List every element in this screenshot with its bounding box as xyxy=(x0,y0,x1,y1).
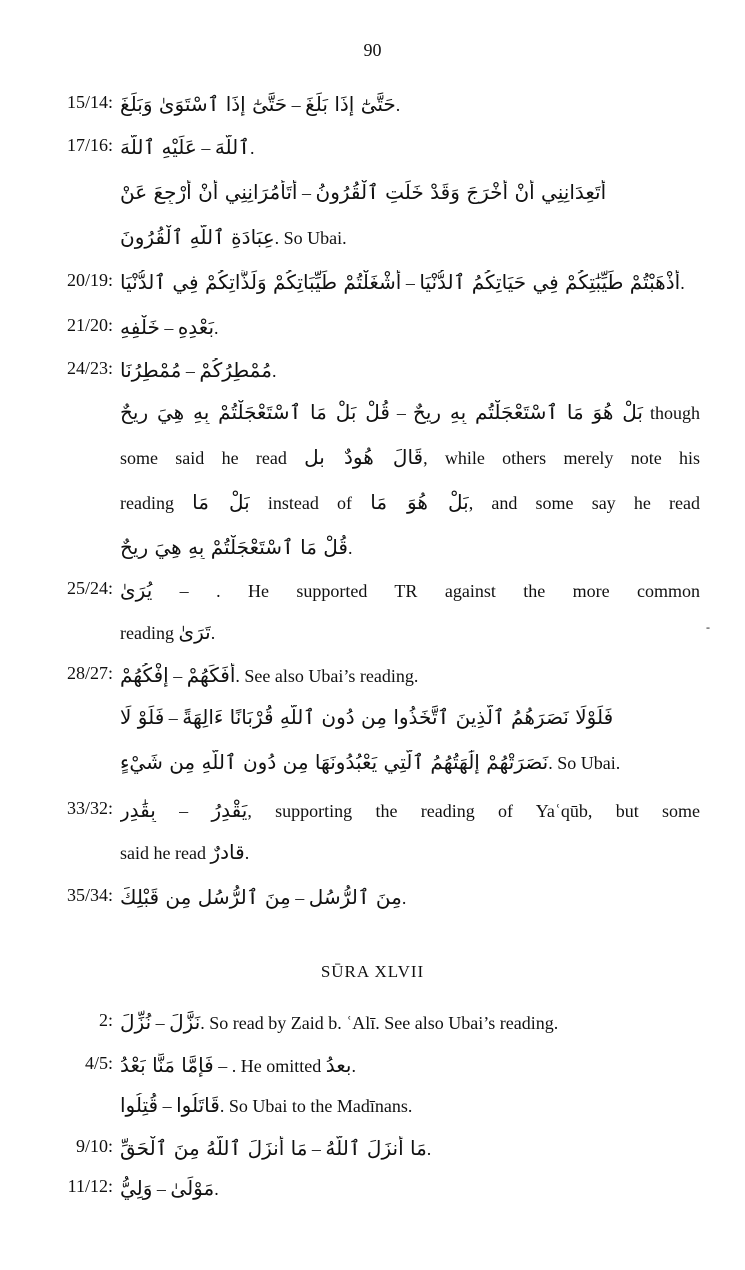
arabic-reading: مَوْلَىٰ xyxy=(170,1176,215,1200)
entry-line xyxy=(0,840,745,880)
entry-content xyxy=(120,358,700,382)
verse-reference: 24/23 : xyxy=(67,358,113,379)
arabic-reading: مَا أَنزَلَ ٱللَّهُ xyxy=(325,1136,427,1160)
entry-content xyxy=(120,1053,700,1077)
english-text: . xyxy=(244,843,250,863)
entry-content xyxy=(120,180,700,204)
entry-content xyxy=(120,315,700,339)
english-text: . xyxy=(214,318,219,338)
english-text: . So Ubai. xyxy=(274,228,347,248)
arabic-reading: حَتَّىٰٓ إِذَا ٱسْتَوَىٰ وَبَلَغَ xyxy=(120,92,288,116)
english-text: – xyxy=(297,183,316,203)
entry-content xyxy=(120,620,700,644)
arabic-reading: قَاتَلُوا xyxy=(176,1093,220,1117)
arabic-reading: أَذْهَبْتُمْ طَيِّبَٰتِكُمْ فِي حَيَاتِكُمُ ٱلدُّنْيَا xyxy=(419,270,681,294)
arabic-reading: بَلْ هُوَ مَا ٱسْتَعْجَلْتُم بِهِ رِيحٌ xyxy=(412,400,643,424)
arabic-reading: مُمْطِرُكُمْ xyxy=(199,358,272,382)
english-text: – xyxy=(152,1179,171,1199)
english-text: . So read by Zaid b. ʿAlī. See also Ubai’s reading. xyxy=(200,1013,559,1033)
entry-line xyxy=(0,1093,745,1133)
page-number: 90 xyxy=(363,40,382,60)
entry-line xyxy=(0,180,745,220)
entry-line xyxy=(0,663,745,703)
english-text: . xyxy=(214,1179,219,1199)
entry-line xyxy=(0,92,745,132)
entry-content xyxy=(120,535,700,559)
verse-reference: 2 : xyxy=(99,1010,113,1031)
entry-line xyxy=(0,270,745,310)
arabic-reading: بِقَٰدِرٍ xyxy=(120,798,156,822)
arabic-reading: بعدُ xyxy=(325,1053,352,1077)
english-text: . xyxy=(347,538,353,558)
english-text: – xyxy=(401,273,420,293)
entry-content xyxy=(120,663,700,687)
entry-line xyxy=(0,1136,745,1176)
arabic-reading: أَفَكَهُمْ xyxy=(186,663,236,687)
arabic-reading: نُزِّلَ xyxy=(120,1010,152,1034)
english-text: . xyxy=(680,273,685,293)
entry-content xyxy=(120,135,700,159)
entry-content xyxy=(120,490,700,514)
arabic-reading: تَرَىٰ xyxy=(178,620,211,644)
entry-line xyxy=(0,578,745,618)
entry-line xyxy=(0,885,745,925)
english-text: said he read xyxy=(120,843,211,863)
entry-line xyxy=(0,750,745,790)
margin-mark: - xyxy=(706,620,710,634)
arabic-reading: وَلِيُّ xyxy=(120,1176,153,1200)
english-text: . xyxy=(210,623,216,643)
entry-content xyxy=(120,750,700,774)
english-text: instead of xyxy=(249,493,371,513)
entry-line xyxy=(0,490,745,530)
english-text: – xyxy=(155,801,212,821)
english-text: . xyxy=(351,1056,356,1076)
arabic-reading: أَتَأْمُرَانِنِي أَنْ أَرْجِعَ عَنْ xyxy=(120,180,298,204)
verse-reference: 35/34 : xyxy=(67,885,113,906)
entry-line xyxy=(0,400,745,440)
entry-line xyxy=(0,358,745,398)
arabic-reading: مُمْطِرُنَا xyxy=(120,358,182,382)
verse-reference: 20/19 : xyxy=(67,270,113,291)
arabic-reading: عَلَيْهِ ٱللَّهَ xyxy=(120,135,197,159)
arabic-reading: قُتِلُوا xyxy=(120,1093,159,1117)
english-text: – xyxy=(287,95,306,115)
arabic-reading: حَتَّىٰٓ إِذَا بَلَغَ xyxy=(305,92,396,116)
english-text: , supporting the reading of Yaʿqūb, but some xyxy=(247,801,700,821)
arabic-reading: قُلْ بَلْ مَا ٱسْتَعْجَلْتُمْ بِهِ هِيَ رِيحٌ xyxy=(120,400,390,424)
entry-content xyxy=(120,1176,700,1200)
english-text: – xyxy=(151,1013,170,1033)
english-text: . xyxy=(395,95,401,115)
english-text: . So Ubai. xyxy=(548,753,621,773)
english-text: – xyxy=(389,403,413,423)
entry-line xyxy=(0,1176,745,1216)
english-text: – xyxy=(307,1139,326,1159)
english-text: – xyxy=(290,888,309,908)
english-text: – xyxy=(159,318,178,338)
entry-content xyxy=(120,885,700,909)
entry-content xyxy=(120,445,700,469)
verse-reference: 9/10 : xyxy=(76,1136,113,1157)
english-text: – xyxy=(164,708,183,728)
verse-reference: 33/32 : xyxy=(67,798,113,819)
verse-reference: 28/27 : xyxy=(67,663,113,684)
entry-line xyxy=(0,135,745,175)
verse-reference: 4/5 : xyxy=(85,1053,113,1074)
arabic-reading: قُلْ مَا ٱسْتَعْجَلْتُمْ بِهِ هِيَ رِيحٌ xyxy=(120,535,348,559)
arabic-reading: فَإِمَّا مَنًّا بَعْدُ xyxy=(120,1053,214,1077)
arabic-reading: خَلْفِهِ xyxy=(120,315,160,339)
english-text: – . He supported TR against the more common xyxy=(152,581,700,601)
arabic-reading: بَلْ هُوَ مَا xyxy=(370,490,469,514)
entry-line xyxy=(0,315,745,355)
entry-line xyxy=(0,535,745,575)
entry-content xyxy=(120,578,700,602)
arabic-reading: أَشْغَلْتُمْ طَيِّبَاتِكُمْ وَلَذَّاتِكُمْ فِي ٱلدُّنْيَا xyxy=(120,270,402,294)
english-text: reading xyxy=(120,493,193,513)
english-text: – . He omitted xyxy=(213,1056,326,1076)
arabic-reading: يَقْدِرُ xyxy=(211,798,248,822)
english-text: some said he read xyxy=(120,448,305,468)
arabic-reading: مَا أَنزَلَ ٱللَّهُ مِنَ ٱلْحَقِّ xyxy=(120,1136,308,1160)
english-text: – xyxy=(168,666,187,686)
entry-content xyxy=(120,270,700,294)
english-text: . xyxy=(249,138,255,158)
english-text: . xyxy=(426,1139,432,1159)
english-text: – xyxy=(181,361,200,381)
arabic-reading: مِنَ ٱلرُّسُلِ مِن قَبْلِكَ xyxy=(120,885,291,909)
entry-content xyxy=(120,1010,700,1034)
entry-line xyxy=(0,620,745,660)
entry-line xyxy=(0,705,745,745)
verse-reference: 11/12 : xyxy=(68,1176,113,1197)
arabic-reading: أَتَعِدَانِنِي أَنْ أُخْرَجَ وَقَدْ خَلَتِ ٱلْقُرُونُ xyxy=(315,180,607,204)
entry-line xyxy=(0,798,745,838)
verse-reference: 17/16 : xyxy=(67,135,113,156)
entry-content xyxy=(120,225,700,249)
arabic-reading: عِبَادَةِ ٱللَّهِ ٱلْقُرُونَ xyxy=(120,225,275,249)
english-text: . xyxy=(271,361,277,381)
english-text: – xyxy=(158,1096,177,1116)
arabic-reading: مِنَ ٱلرُّسُلِ xyxy=(308,885,402,909)
arabic-reading: قَالَ هُودٌ بل xyxy=(304,445,424,469)
entry-line xyxy=(0,225,745,265)
entry-content xyxy=(120,798,700,822)
english-text: . xyxy=(401,888,407,908)
arabic-reading: بَعْدِهِ xyxy=(177,315,215,339)
entry-line xyxy=(0,1010,745,1050)
arabic-reading: قادرٌ xyxy=(210,840,245,864)
entry-content xyxy=(120,705,700,729)
english-text: – xyxy=(196,138,215,158)
english-text: . So Ubai to the Madīnans. xyxy=(219,1096,413,1116)
arabic-reading: يُرَىٰ xyxy=(120,578,153,602)
english-text: though xyxy=(643,403,700,423)
entry-content xyxy=(120,400,700,424)
verse-reference: 15/14 : xyxy=(67,92,113,113)
english-text: reading xyxy=(120,623,179,643)
arabic-reading: نَزَّلَ xyxy=(169,1010,201,1034)
english-text: , and some say he read xyxy=(468,493,700,513)
entry-content xyxy=(120,1136,700,1160)
entry-line xyxy=(0,1053,745,1093)
entry-content xyxy=(120,1093,700,1117)
verse-reference: 21/20 : xyxy=(67,315,113,336)
english-text: . See also Ubai’s reading. xyxy=(235,666,419,686)
arabic-reading: فَلَوْ لَا xyxy=(120,705,165,729)
entry-content xyxy=(120,840,700,864)
arabic-reading: فَلَوْلَا نَصَرَهُمُ ٱلَّذِينَ ٱتَّخَذُوا مِن دُونِ ٱللَّهِ قُرْبَانًا ءَالِهَةً xyxy=(182,705,614,729)
verse-reference: 25/24 : xyxy=(67,578,113,599)
entry-content xyxy=(120,92,700,116)
arabic-reading: ٱللَّهَ xyxy=(214,135,250,159)
entry-line xyxy=(0,445,745,485)
arabic-reading: نَصَرَتْهُمْ إِلَٰهَتُهُمُ ٱلَّتِي يَعْبُدُونَهَا مِن دُونِ ٱللَّهِ مِن شَيْءٍ xyxy=(120,750,549,774)
english-text: , while others merely note his xyxy=(423,448,700,468)
arabic-reading: بَلْ مَا xyxy=(192,490,250,514)
sura-heading: SŪRA XLVII xyxy=(320,962,425,981)
arabic-reading: إِفْكُهُمْ xyxy=(120,663,169,687)
